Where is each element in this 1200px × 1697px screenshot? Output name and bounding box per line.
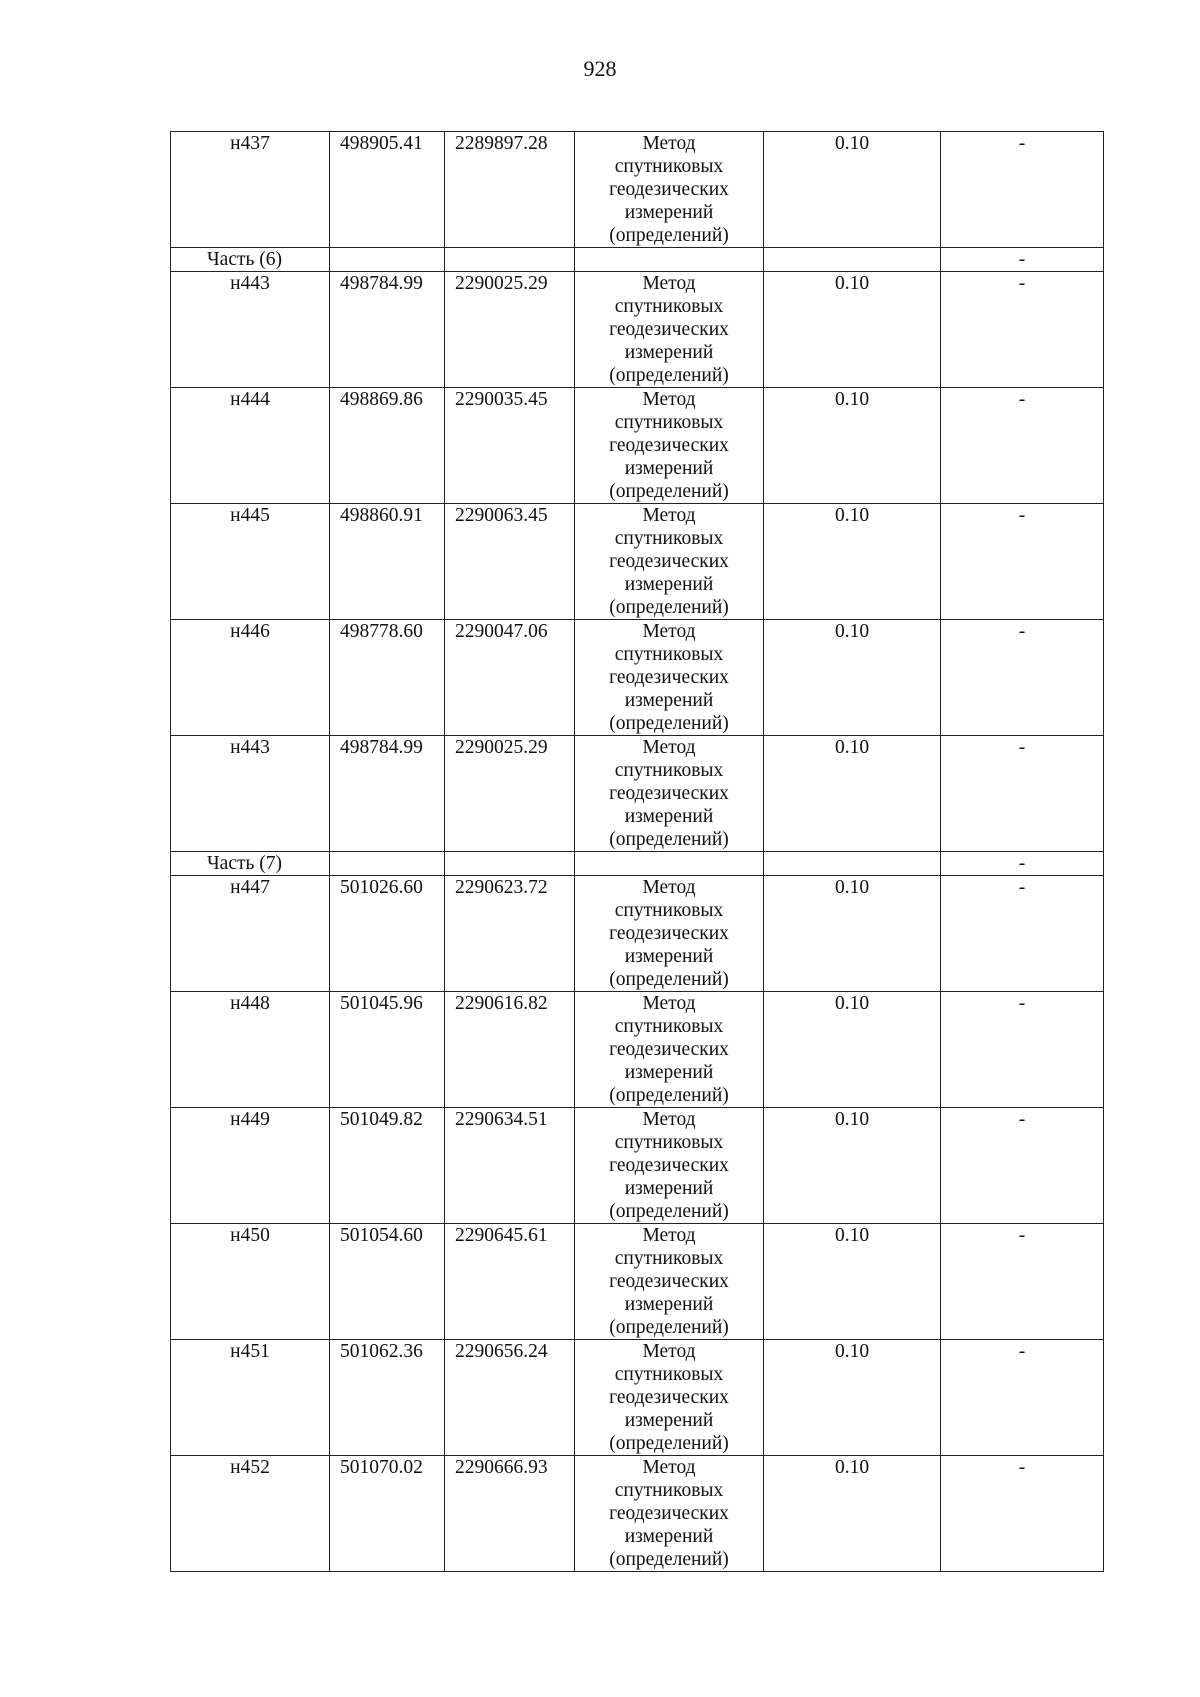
table-row: [171, 132, 1104, 248]
method-text-line: (определений): [609, 597, 729, 618]
method-text-line: Метод: [642, 389, 696, 410]
note-cell: -: [941, 1340, 1104, 1456]
x-coordinate-cell: 501049.82: [330, 1108, 445, 1224]
y-coordinate-cell: 2290063.45: [445, 504, 575, 620]
empty-cell: [575, 852, 764, 876]
y-coordinate-cell: 2290035.45: [445, 388, 575, 504]
method-text-line: Метод: [642, 621, 696, 642]
page-number: 928: [583, 56, 617, 81]
section-row: [171, 852, 1104, 876]
empty-cell: [445, 248, 575, 272]
empty-cell: [330, 852, 445, 876]
method-cell: [575, 388, 764, 504]
empty-cell: [445, 852, 575, 876]
method-text-line: Метод: [642, 1109, 696, 1130]
table-row: [171, 504, 1104, 620]
method-cell: [575, 272, 764, 388]
method-text-line: измерений: [624, 1294, 714, 1315]
method-text-line: спутниковых: [614, 528, 724, 549]
method-text-line: геодезических: [609, 1503, 729, 1524]
method-text-line: (определений): [609, 829, 729, 850]
y-coordinate-cell: 2290616.82: [445, 992, 575, 1108]
note-cell: -: [941, 248, 1104, 272]
method-text-line: (определений): [609, 713, 729, 734]
x-coordinate-cell: 498784.99: [330, 736, 445, 852]
table-row: [171, 736, 1104, 852]
method-text-line: Метод: [642, 273, 696, 294]
method-text-line: спутниковых: [614, 1132, 724, 1153]
method-text-line: (определений): [609, 225, 729, 246]
point-name-cell: н448: [171, 992, 330, 1108]
method-cell: [575, 132, 764, 248]
accuracy-cell: 0.10: [764, 1224, 941, 1340]
method-text-line: измерений: [624, 202, 714, 223]
note-cell: -: [941, 1224, 1104, 1340]
point-name-cell: н443: [171, 272, 330, 388]
y-coordinate-cell: 2290025.29: [445, 272, 575, 388]
note-cell: -: [941, 852, 1104, 876]
point-name-cell: н450: [171, 1224, 330, 1340]
accuracy-cell: 0.10: [764, 132, 941, 248]
section-label: Часть (6): [171, 248, 330, 272]
accuracy-cell: 0.10: [764, 736, 941, 852]
method-text-line: спутниковых: [614, 156, 724, 177]
method-text-line: (определений): [609, 1549, 729, 1570]
table-row: [171, 1340, 1104, 1456]
empty-cell: [764, 852, 941, 876]
x-coordinate-cell: 498860.91: [330, 504, 445, 620]
method-text-line: (определений): [609, 1201, 729, 1222]
method-text-line: Метод: [642, 993, 696, 1014]
note-cell: -: [941, 388, 1104, 504]
method-text-line: измерений: [624, 1178, 714, 1199]
method-cell: [575, 1108, 764, 1224]
method-text-line: геодезических: [609, 1155, 729, 1176]
method-text-line: геодезических: [609, 1271, 729, 1292]
point-name-cell: н449: [171, 1108, 330, 1224]
method-text-line: Метод: [642, 1457, 696, 1478]
method-text-line: спутниковых: [614, 760, 724, 781]
empty-cell: [764, 248, 941, 272]
method-text-line: спутниковых: [614, 1016, 724, 1037]
x-coordinate-cell: 501054.60: [330, 1224, 445, 1340]
point-name-cell: н447: [171, 876, 330, 992]
table-row: [171, 992, 1104, 1108]
method-text-line: спутниковых: [614, 296, 724, 317]
note-cell: -: [941, 1456, 1104, 1572]
method-text-line: (определений): [609, 365, 729, 386]
method-text-line: спутниковых: [614, 1480, 724, 1501]
method-text-line: Метод: [642, 133, 696, 154]
method-text-line: (определений): [609, 969, 729, 990]
y-coordinate-cell: 2290645.61: [445, 1224, 575, 1340]
y-coordinate-cell: 2290666.93: [445, 1456, 575, 1572]
accuracy-cell: 0.10: [764, 1108, 941, 1224]
x-coordinate-cell: 498778.60: [330, 620, 445, 736]
point-name-cell: н437: [171, 132, 330, 248]
x-coordinate-cell: 498905.41: [330, 132, 445, 248]
table-row: [171, 620, 1104, 736]
accuracy-cell: 0.10: [764, 272, 941, 388]
method-text-line: (определений): [609, 1317, 729, 1338]
method-cell: [575, 1224, 764, 1340]
method-text-line: Метод: [642, 737, 696, 758]
method-text-line: измерений: [624, 1062, 714, 1083]
method-text-line: спутниковых: [614, 900, 724, 921]
point-name-cell: н444: [171, 388, 330, 504]
method-text-line: Метод: [642, 877, 696, 898]
method-text-line: измерений: [624, 1526, 714, 1547]
y-coordinate-cell: 2290047.06: [445, 620, 575, 736]
method-text-line: (определений): [609, 481, 729, 502]
method-cell: [575, 504, 764, 620]
empty-cell: [330, 248, 445, 272]
method-text-line: Метод: [642, 505, 696, 526]
accuracy-cell: 0.10: [764, 620, 941, 736]
y-coordinate-cell: 2290656.24: [445, 1340, 575, 1456]
note-cell: -: [941, 132, 1104, 248]
table-row: [171, 388, 1104, 504]
method-text-line: измерений: [624, 806, 714, 827]
method-text-line: спутниковых: [614, 1248, 724, 1269]
table-row: [171, 876, 1104, 992]
note-cell: -: [941, 876, 1104, 992]
empty-cell: [575, 248, 764, 272]
method-text-line: спутниковых: [614, 1364, 724, 1385]
accuracy-cell: 0.10: [764, 504, 941, 620]
method-cell: [575, 1456, 764, 1572]
section-label: Часть (7): [171, 852, 330, 876]
note-cell: -: [941, 504, 1104, 620]
accuracy-cell: 0.10: [764, 388, 941, 504]
accuracy-cell: 0.10: [764, 1456, 941, 1572]
method-text-line: геодезических: [609, 179, 729, 200]
method-text-line: (определений): [609, 1085, 729, 1106]
method-text-line: геодезических: [609, 435, 729, 456]
note-cell: -: [941, 272, 1104, 388]
table-row: [171, 1456, 1104, 1572]
method-cell: [575, 1340, 764, 1456]
method-text-line: геодезических: [609, 551, 729, 572]
y-coordinate-cell: 2289897.28: [445, 132, 575, 248]
y-coordinate-cell: 2290025.29: [445, 736, 575, 852]
note-cell: -: [941, 736, 1104, 852]
method-cell: [575, 876, 764, 992]
method-text-line: Метод: [642, 1225, 696, 1246]
note-cell: -: [941, 1108, 1104, 1224]
accuracy-cell: 0.10: [764, 876, 941, 992]
point-name-cell: н451: [171, 1340, 330, 1456]
method-cell: [575, 620, 764, 736]
x-coordinate-cell: 501026.60: [330, 876, 445, 992]
x-coordinate-cell: 501062.36: [330, 1340, 445, 1456]
coordinates-table: [170, 131, 1104, 1572]
method-text-line: измерений: [624, 574, 714, 595]
x-coordinate-cell: 498784.99: [330, 272, 445, 388]
x-coordinate-cell: 498869.86: [330, 388, 445, 504]
note-cell: -: [941, 620, 1104, 736]
method-text-line: геодезических: [609, 1039, 729, 1060]
method-text-line: спутниковых: [614, 644, 724, 665]
method-text-line: измерений: [624, 1410, 714, 1431]
method-text-line: измерений: [624, 342, 714, 363]
method-text-line: измерений: [624, 946, 714, 967]
method-text-line: геодезических: [609, 667, 729, 688]
method-text-line: измерений: [624, 458, 714, 479]
note-cell: -: [941, 992, 1104, 1108]
accuracy-cell: 0.10: [764, 992, 941, 1108]
section-row: [171, 248, 1104, 272]
table-row: [171, 1224, 1104, 1340]
accuracy-cell: 0.10: [764, 1340, 941, 1456]
x-coordinate-cell: 501070.02: [330, 1456, 445, 1572]
method-text-line: Метод: [642, 1341, 696, 1362]
table-row: [171, 1108, 1104, 1224]
y-coordinate-cell: 2290623.72: [445, 876, 575, 992]
method-cell: [575, 992, 764, 1108]
method-text-line: геодезических: [609, 319, 729, 340]
method-text-line: спутниковых: [614, 412, 724, 433]
point-name-cell: н452: [171, 1456, 330, 1572]
method-text-line: геодезических: [609, 923, 729, 944]
point-name-cell: н446: [171, 620, 330, 736]
method-text-line: геодезических: [609, 783, 729, 804]
table-row: [171, 272, 1104, 388]
table-body: [171, 132, 1104, 1572]
y-coordinate-cell: 2290634.51: [445, 1108, 575, 1224]
method-text-line: измерений: [624, 690, 714, 711]
x-coordinate-cell: 501045.96: [330, 992, 445, 1108]
point-name-cell: н443: [171, 736, 330, 852]
point-name-cell: н445: [171, 504, 330, 620]
method-text-line: (определений): [609, 1433, 729, 1454]
method-text-line: геодезических: [609, 1387, 729, 1408]
method-cell: [575, 736, 764, 852]
